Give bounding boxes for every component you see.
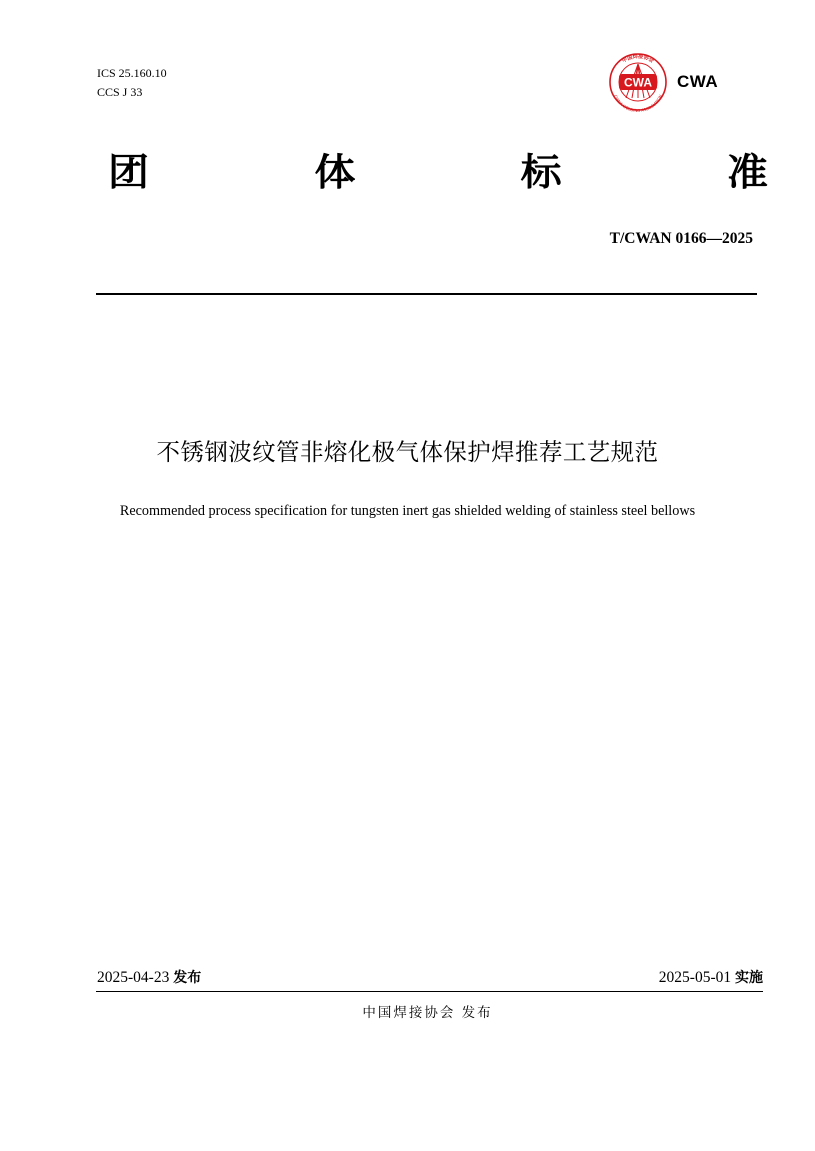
- cwa-emblem-icon: [604, 50, 672, 112]
- top-divider: [96, 293, 757, 295]
- cwa-logo: [604, 50, 724, 112]
- ccs-code: CCS J 33: [97, 85, 143, 99]
- publish-date: 2025-04-23: [97, 969, 170, 986]
- heading-char-3: 标: [520, 149, 562, 195]
- implement-date-block: [659, 967, 763, 989]
- heading-char-4: 准: [726, 149, 768, 195]
- document-type-heading: [108, 142, 768, 202]
- logo-arc-en: CHINA WELDING ASSOCIATION: [612, 93, 664, 112]
- title-english: Recommended process specification for tungsten inert gas shielded welding of stainless steel bellows: [119, 503, 696, 519]
- heading-char-2: 体: [314, 149, 356, 195]
- publisher: 中国焊接协会 发布: [362, 1005, 493, 1021]
- publish-label: 发布: [173, 970, 202, 986]
- implement-label: 实施: [735, 970, 763, 986]
- heading-char-1: 团: [108, 149, 149, 195]
- ics-code: ICS 25.160.10: [97, 66, 167, 80]
- logo-text: CWA: [677, 72, 719, 91]
- logo-arc-cn: 中国焊接协会: [621, 53, 655, 65]
- bottom-divider: [96, 991, 763, 992]
- publish-date-block: [97, 967, 201, 989]
- standard-number: T/CWAN 0166—2025: [609, 230, 753, 247]
- title-chinese: 不锈钢波纹管非熔化极气体保护焊推荐工艺规范: [156, 438, 659, 466]
- classification-codes: [97, 64, 167, 102]
- date-row: [97, 967, 763, 989]
- implement-date: 2025-05-01: [658, 969, 732, 986]
- logo-emblem-letters: CWA: [624, 75, 652, 90]
